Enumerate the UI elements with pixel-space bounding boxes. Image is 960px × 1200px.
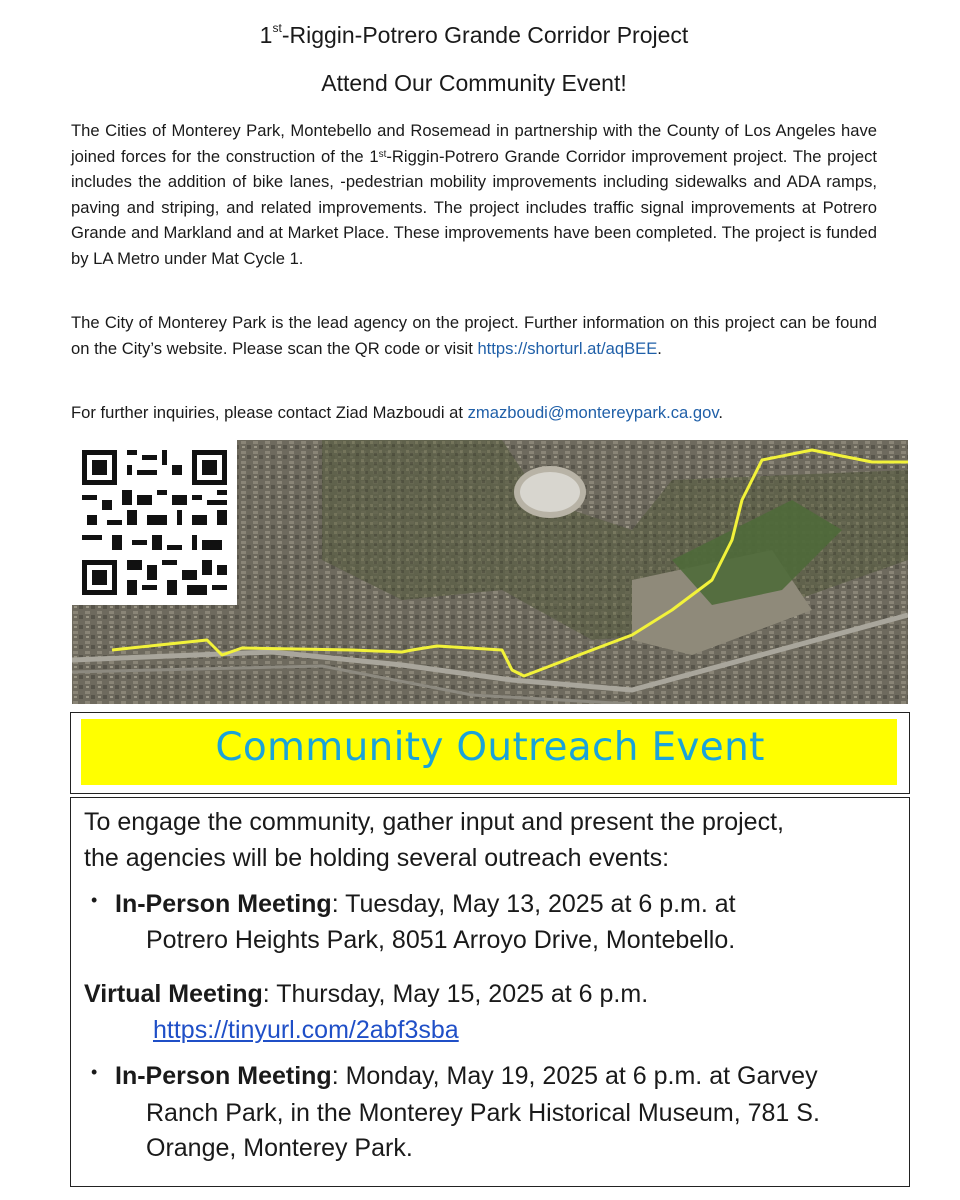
event-2-line-1 xyxy=(84,976,648,1012)
event-3-details: : Monday, May 19, 2025 at 6 p.m. at Garvey xyxy=(331,1062,818,1090)
event-1-location: Potrero Heights Park, 8051 Arroyo Drive, Montebello. xyxy=(146,926,736,954)
project-description xyxy=(71,118,877,272)
virtual-meeting-link[interactable]: https://tinyurl.com/2abf3sba xyxy=(153,1016,459,1044)
event-3-label: In-Person Meeting xyxy=(115,1062,332,1090)
lead-agency-period: . xyxy=(657,338,662,358)
event-3-location-line-1: Ranch Park, in the Monterey Park Historical Museum, 781 S. xyxy=(146,1099,820,1127)
description-superscript: st xyxy=(378,148,387,160)
title-rest: -Riggin-Potrero Grande Corridor Project xyxy=(281,22,689,48)
events-intro-line-2: the agencies will be holding several outreach events: xyxy=(84,844,670,872)
lead-agency-paragraph xyxy=(71,310,877,361)
event-1-line-1 xyxy=(115,886,875,922)
banner-title: Community Outreach Event xyxy=(215,725,765,770)
event-1-details: : Tuesday, May 13, 2025 at 6 p.m. at xyxy=(331,890,736,918)
outreach-banner xyxy=(70,712,910,794)
qr-code[interactable] xyxy=(72,440,237,605)
event-1-label: In-Person Meeting xyxy=(115,890,332,918)
title-superscript: st xyxy=(272,21,282,36)
page-subtitle: Attend Our Community Event! xyxy=(321,70,627,96)
events-panel xyxy=(70,797,910,1187)
qr-code-graphic xyxy=(72,440,237,605)
contact-text: For further inquiries, please contact Ziad Mazboudi at xyxy=(71,403,468,422)
contact-period: . xyxy=(718,403,724,422)
lead-agency-text: The City of Monterey Park is the lead agency on the project. Further information on this project can be found on the City’s website. Please scan the QR code or visit xyxy=(71,313,877,358)
event-3-bullet: • xyxy=(91,1062,98,1082)
event-2-details: : Thursday, May 15, 2025 at 6 p.m. xyxy=(262,980,649,1008)
event-1-bullet: • xyxy=(91,890,98,910)
title-prefix: 1 xyxy=(259,22,273,48)
contact-email-link[interactable]: zmazboudi@montereypark.ca.gov xyxy=(467,403,719,422)
event-2-label: Virtual Meeting xyxy=(84,980,263,1008)
event-3-line-1 xyxy=(115,1058,905,1094)
event-3-location-line-2: Orange, Monterey Park. xyxy=(146,1134,413,1162)
page-title xyxy=(0,22,948,49)
events-intro-line-1: To engage the community, gather input and present the project, xyxy=(84,808,784,836)
description-part-b: -Riggin-Potrero Grande Corridor improvement project. The project includes the addition of bike lanes, -pedestrian mobility improvements including sidewalks and ADA ramps, paving and striping, and related improvements. The project includes traffic signal improvements at Potrero Grande and Markland and at Market Place. These improvements have been completed. The project is funded by LA Metro under Mat Cycle 1. xyxy=(71,146,877,268)
project-website-link[interactable]: https://shorturl.at/aqBEE xyxy=(477,338,658,358)
events-intro xyxy=(84,804,884,876)
reservoir-inner xyxy=(520,472,580,512)
description-part-a: The Cities of Monterey Park, Montebello and Rosemead in partnership with the County of Los Angeles have joined forces for the construction of the 1 xyxy=(71,121,877,166)
contact-paragraph xyxy=(71,400,877,426)
